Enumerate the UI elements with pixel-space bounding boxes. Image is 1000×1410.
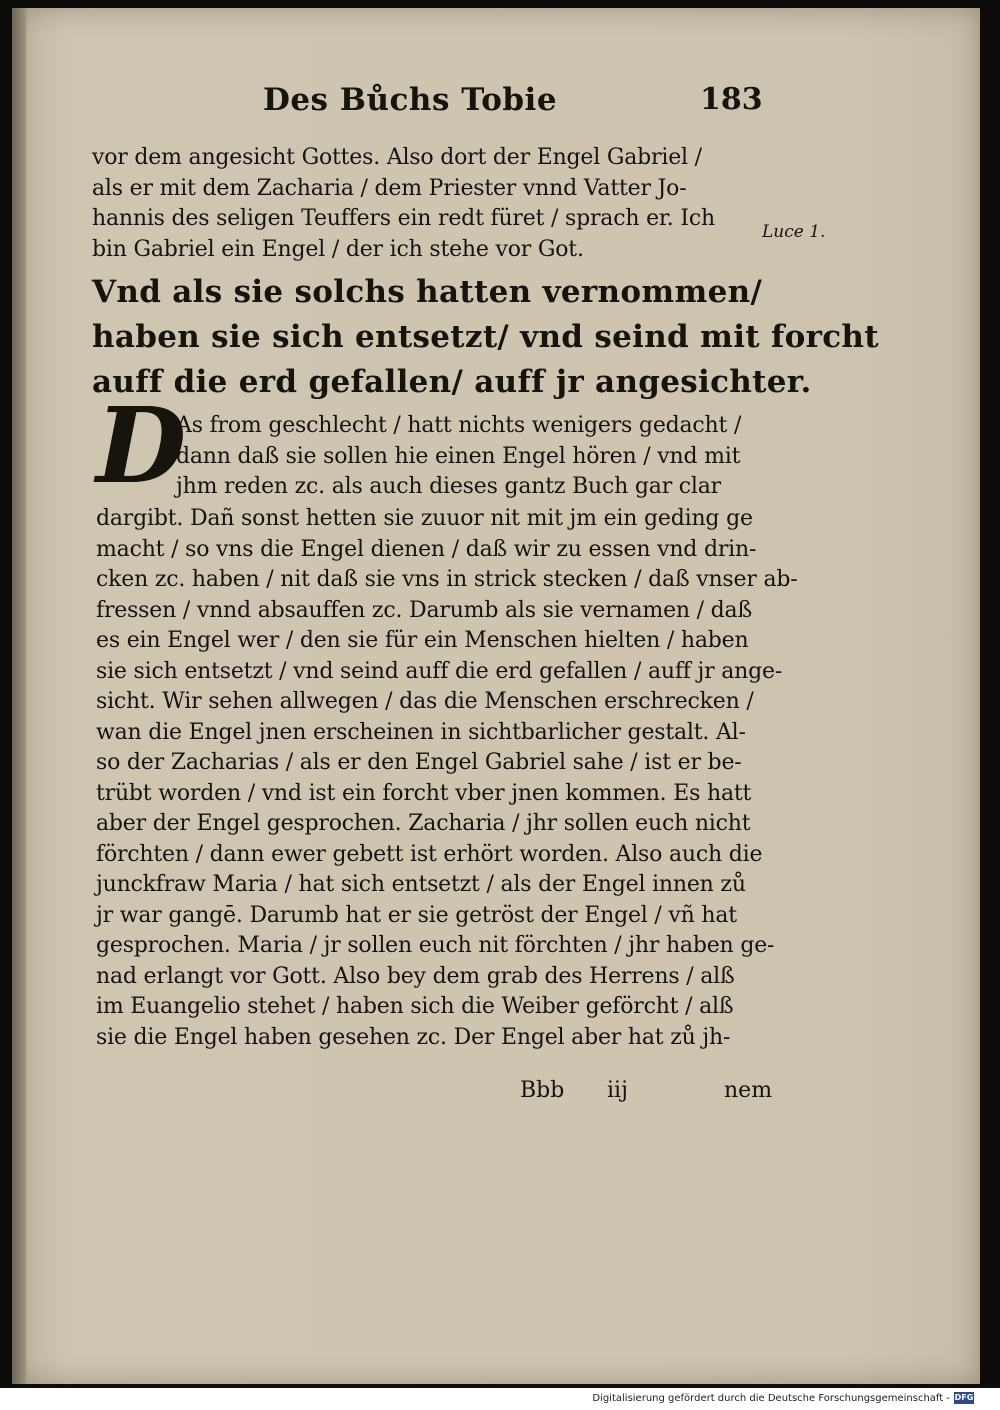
signature-line (520, 1078, 773, 1103)
text-line: dann daß sie sollen hie einen Engel hören / vnd mit (176, 443, 741, 469)
text-line: macht / so vns die Engel dienen / daß wir zu essen vnd drin- (96, 536, 757, 562)
text-line: gesprochen. Maria / jr sollen euch nit förchten / jhr haben ge- (96, 933, 775, 958)
catchword: nem (724, 1078, 773, 1103)
text-line: hannis des seligen Teuffers ein redt füret / sprach er. Ich (92, 206, 715, 231)
paragraph-1 (92, 143, 715, 265)
text-line: trübt worden / vnd ist ein forcht vber jnen kommen. Es hatt (96, 780, 752, 806)
text-line: sie die Engel haben gesehen zc. Der Engel aber hat zů jh- (96, 1024, 731, 1050)
page-number: 183 (700, 82, 763, 117)
text-line: wan die Engel jnen erscheinen in sichtbarlicher gestalt. Al- (96, 719, 746, 745)
text-line: förchten / dann ewer gebett ist erhört worden. Also auch die (96, 841, 763, 867)
text-line: dargibt. Dañ sonst hetten sie zuuor nit mit jm ein geding ge (96, 506, 753, 531)
text-line: junckfraw Maria / hat sich entsetzt / als der Engel innen zů (96, 872, 746, 897)
text-line: es ein Engel wer / den sie für ein Menschen hielten / haben (96, 628, 749, 653)
text-line: sicht. Wir sehen allwegen / das die Menschen erschrecken / (96, 689, 754, 714)
decorated-initial-letter: D (96, 384, 187, 507)
heading-line: haben sie sich entsetzt/ vnd seind mit forcht (92, 319, 879, 355)
heading-line: Vnd als sie solchs hatten vernommen/ (92, 274, 763, 310)
margin-note: Luce 1. (762, 222, 826, 242)
text-line: jhm reden zc. als auch dieses gantz Buch gar clar (176, 474, 721, 499)
text-line: As from geschlecht / hatt nichts wenigers gedacht / (176, 413, 742, 438)
credit-text: Digitalisierung gefördert durch die Deutsche Forschungsgemeinschaft - (592, 1392, 950, 1404)
text-line: bin Gabriel ein Engel / der ich stehe vor Got. (92, 236, 584, 262)
digitization-credit (592, 1392, 974, 1404)
page-gutter-shadow (12, 8, 26, 1384)
signature-number: iij (607, 1078, 628, 1103)
text-line: cken zc. haben / nit daß sie vns in strick stecken / daß vnser ab- (96, 567, 798, 592)
text-line: jr war gangē. Darumb hat er sie getröst der Engel / vñ hat (96, 902, 737, 928)
running-head: Des Bůchs Tobie (262, 82, 558, 118)
heading-line: auff die erd gefallen/ auff jr angesichter. (92, 364, 812, 400)
signature-mark: Bbb (520, 1078, 565, 1103)
text-line: aber der Engel gesprochen. Zacharia / jhr sollen euch nicht (96, 811, 751, 836)
main-paragraph (96, 504, 798, 1053)
text-line: als er mit dem Zacharia / dem Priester vnnd Vatter Jo- (92, 175, 687, 201)
text-line: im Euangelio stehet / haben sich die Weiber geförcht / alß (96, 994, 734, 1019)
text-line: nad erlangt vor Gott. Also bey dem grab des Herrens / alß (96, 963, 735, 989)
text-line: vor dem angesicht Gottes. Also dort der Engel Gabriel / (92, 145, 702, 170)
scripture-heading (92, 270, 879, 405)
text-line: fressen / vnnd absauffen zc. Darumb als sie vernamen / daß (96, 597, 752, 623)
initial-paragraph-lines (176, 411, 741, 503)
text-line: so der Zacharias / als er den Engel Gabriel sahe / ist er be- (96, 750, 742, 775)
dfg-logo: DFG (954, 1393, 974, 1402)
text-line: sie sich entsetzt / vnd seind auff die erd gefallen / auff jr ange- (96, 658, 783, 684)
